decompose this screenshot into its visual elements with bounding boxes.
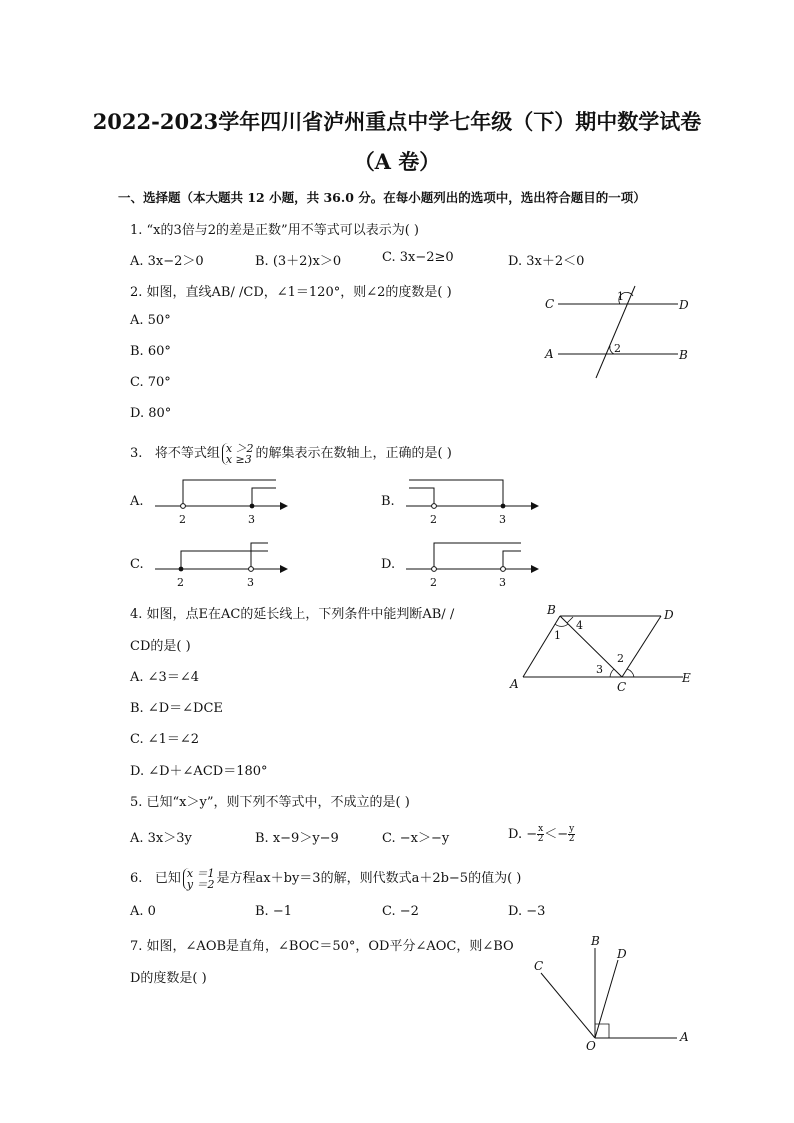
page-title: 2022-2023学年四川省泸州重点中学七年级（下）期中数学试卷 [92,109,702,134]
q4-angle-3: 3 [596,663,603,676]
q2-option-c: C. 70° [130,375,171,390]
q4-angle-4: 4 [576,619,583,632]
q2-figure [540,282,700,382]
q3-system: x ＞2 x ≥3 [222,443,254,465]
q4-label-b: B [547,603,556,617]
q7-label-d: D [617,947,627,961]
q2-option-a: A. 50° [130,313,171,328]
q4-label-e: E [682,671,691,685]
q3-post: 的解集表示在数轴上，正确的是( ) [255,446,452,461]
q6-option-c: C. −2 [382,904,419,919]
svg-text:2: 2 [430,513,437,526]
svg-text:2: 2 [177,576,184,589]
q6-system: x ＝1 y ＝2 [183,868,215,890]
q3-stem [130,442,452,465]
svg-text:3: 3 [499,513,506,526]
q3-label-d: D. [381,557,396,572]
q3-numberline-a [150,474,290,530]
q7-label-c: C [534,959,544,973]
q1-option-d: D. 3x＋2＜0 [508,254,585,269]
section-header: 一、选择题（本大题共 12 小题，共 36.0 分。在每小题列出的选项中，选出符合题目的一项） [118,190,646,205]
q6-option-d: D. −3 [508,904,546,919]
q3-numberline-c [150,537,290,593]
q7-label-o: O [586,1039,596,1053]
svg-text:2: 2 [430,576,437,589]
q7-label-b: B [591,934,600,948]
q4-option-b: B. ∠D＝∠DCE [130,701,223,716]
q6-option-a: A. 0 [130,904,156,919]
q2-label-d: D [679,298,689,312]
q2-label-b: B [679,348,688,362]
q1-stem: 1. “x的3倍与2的差是正数”用不等式可以表示为( ) [130,223,419,238]
q7-figure [525,928,700,1056]
q4-option-d: D. ∠D＋∠ACD＝180° [130,764,268,779]
q3-label-b: B. [381,494,395,509]
page-subtitle: （A 卷） [353,149,441,174]
q4-option-a: A. ∠3＝∠4 [130,670,199,685]
q7-stem-line1: 7. 如图，∠AOB是直角，∠BOC＝50°，OD平分∠AOC，则∠BO [130,939,514,954]
q4-label-d: D [664,608,674,622]
q4-angle-2: 2 [617,652,624,665]
q3-numberline-d [401,537,541,593]
q1-option-b: B. (3＋2)x＞0 [255,254,342,269]
q6-pre: 已知 [154,871,181,886]
q5-option-b: B. x−9＞y−9 [255,831,339,846]
q4-angle-1: 1 [554,629,561,642]
q6-post: 是方程ax＋by＝3的解，则代数式a＋2b−5的值为( ) [216,871,522,886]
q2-label-a: A [545,347,554,361]
q6-number: 6. [130,871,143,886]
q4-figure [505,600,705,695]
q2-angle-1: 1 [617,290,624,303]
svg-text:3: 3 [247,576,254,589]
q3-number: 3. [130,446,143,461]
q4-label-a: A [510,677,519,691]
q3-label-c: C. [130,557,144,572]
svg-text:2: 2 [179,513,186,526]
q4-stem-line2: CD的是( ) [130,639,191,654]
q2-option-d: D. 80° [130,406,172,421]
q4-label-c: C [617,680,627,694]
q3-label-a: A. [130,494,144,509]
q2-option-b: B. 60° [130,344,171,359]
q3-pre: 将不等式组 [154,446,220,461]
q5-option-a: A. 3x＞3y [130,831,192,846]
q6-option-b: B. −1 [255,904,292,919]
q5-option-d: D. − $\frac{x}{2}$ ＜− $\frac{y}{2}$ [508,824,575,844]
q1-option-c: C. 3x−2≥0 [382,250,454,265]
q4-option-c: C. ∠1＝∠2 [130,732,200,747]
q4-stem-line1: 4. 如图，点E在AC的延长线上，下列条件中能判断AB/ / [130,607,455,622]
q1-option-a: A. 3x−2＞0 [130,254,204,269]
svg-text:3: 3 [248,513,255,526]
q5-stem: 5. 已知“x＞y”，则下列不等式中，不成立的是( ) [130,795,410,810]
q6-stem [130,867,521,890]
q5-option-c: C. −x＞−y [382,831,450,846]
q7-label-a: A [680,1030,689,1044]
q3-numberline-b [401,474,541,530]
q2-stem: 2. 如图，直线AB/ /CD，∠1＝120°，则∠2的度数是( ) [130,285,452,300]
svg-text:3: 3 [499,576,506,589]
q2-label-c: C [545,297,555,311]
q7-stem-line2: D的度数是( ) [130,971,207,986]
q2-angle-2: 2 [614,342,621,355]
